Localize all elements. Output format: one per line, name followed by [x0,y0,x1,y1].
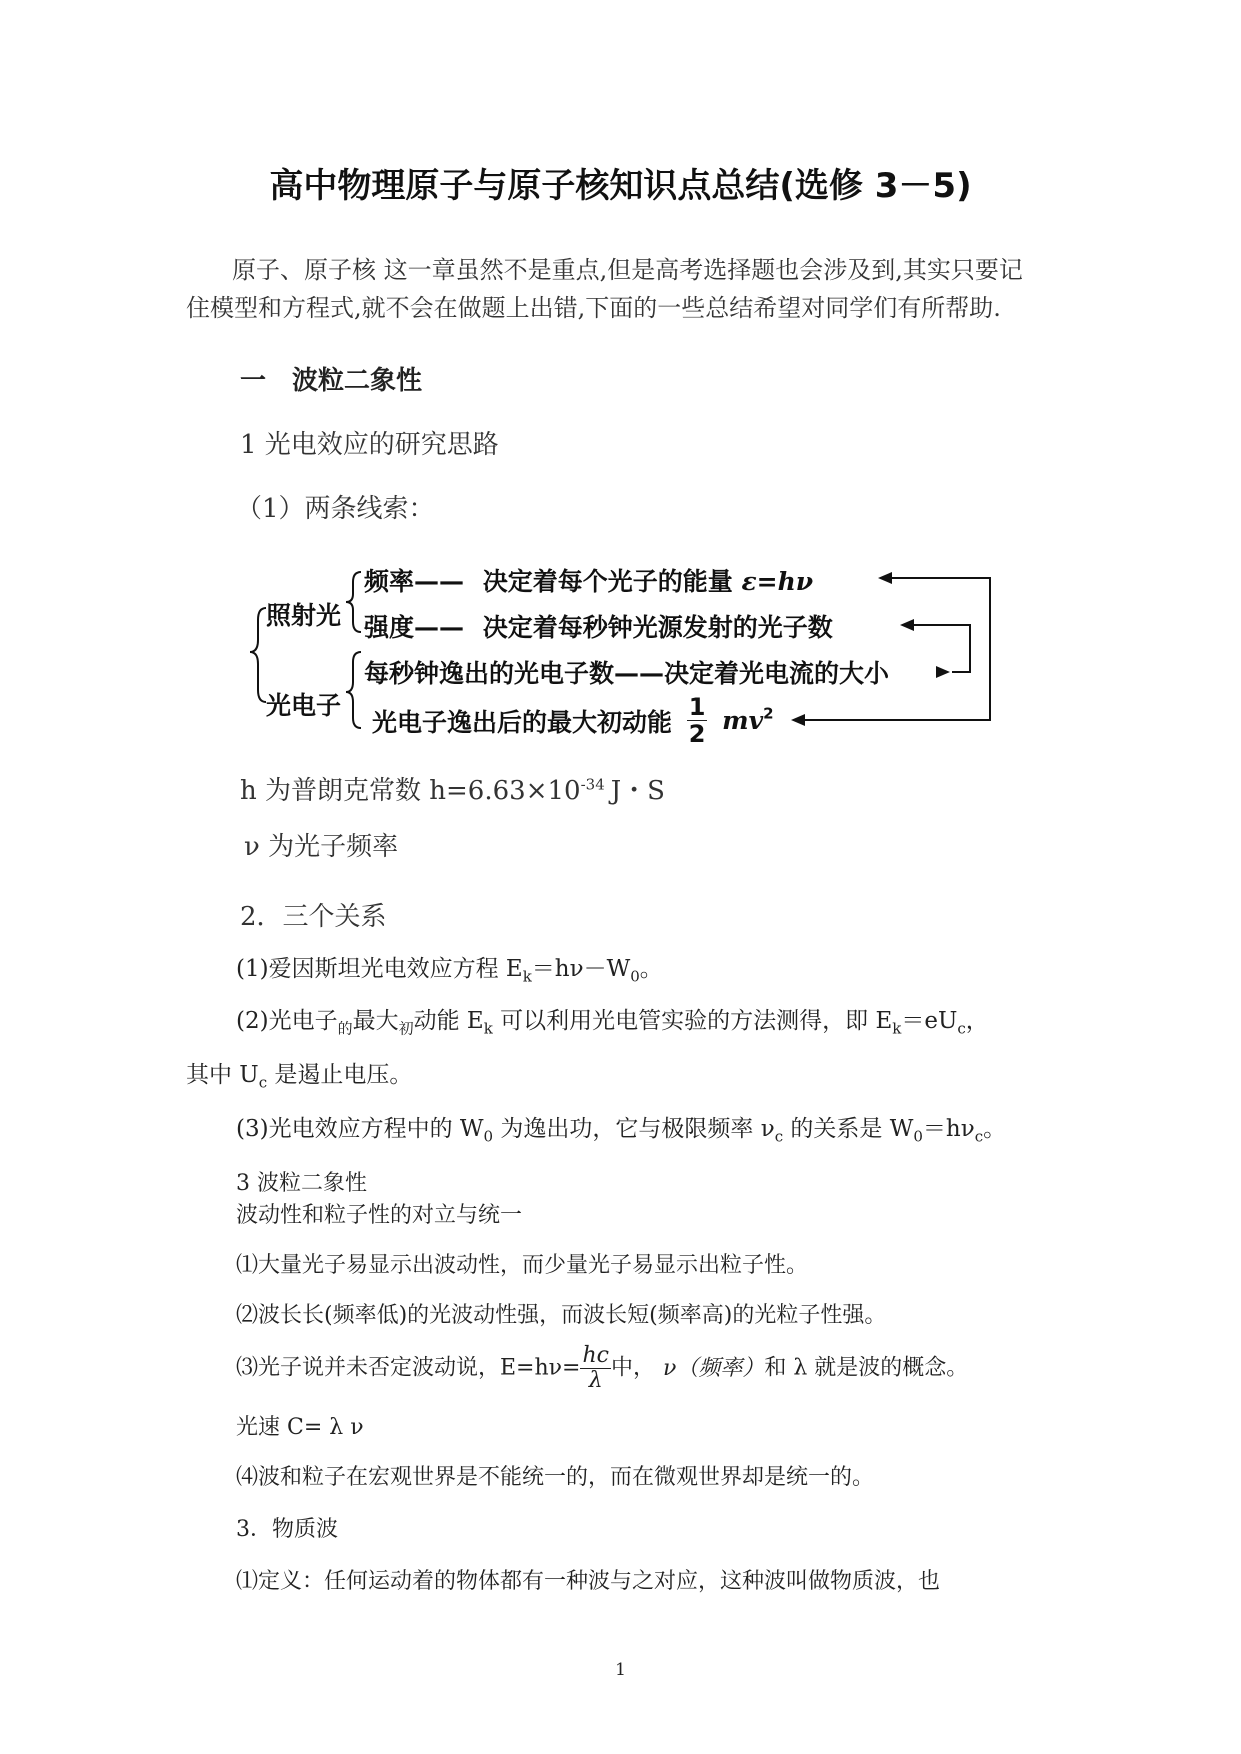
duality-point-1: ⑴大量光子易显示出波动性，而少量光子易显示出粒子性。 [236,1253,809,1278]
diagram-row-intensity [364,608,833,644]
subheading-matter-wave: 3．物质波 [236,1517,338,1542]
row1-text: 决定着每个光子的能量 [482,567,733,596]
subheading-two-clues: （1）两条线索： [236,494,435,524]
row2-text: 决定着每秒钟光源发射的光子数 [482,613,833,642]
p3-d: 和 λ 就是波的概念。 [764,1355,969,1381]
arrow-row1 [878,572,892,584]
r3-b: 为逸出功，它与极限频率 ν [493,1116,775,1142]
p3-den: λ [588,1368,603,1394]
nu-note: ν 为光子频率 [244,832,399,862]
arrow-row4 [791,714,805,726]
arrow-row3 [936,666,950,678]
row2-label: 强度—— [364,613,465,642]
subheading-three-relations: 2．三个关系 [240,902,387,932]
p3-a: ⑶光子说并未否定波动说，E=hν= [236,1355,581,1381]
row4-exp: 2 [763,704,774,723]
diagram-row-max-kinetic [372,694,774,748]
row4-fraction-den: 2 [688,720,706,749]
r1-end: 。 [639,956,663,982]
r2-c: 动能 E [413,1008,484,1034]
section-heading-wave-particle: 一 波粒二象性 [240,366,423,396]
duality-point-4: ⑷波和粒子在宏观世界是不能统一的，而在微观世界却是统一的。 [236,1465,875,1490]
r3-sub2: c [774,1127,784,1146]
relation-3 [236,1110,1006,1146]
p3-c: ν（频率） [663,1355,765,1381]
diagram-label-light: 照射光 [266,601,342,630]
row4-fraction [687,694,708,748]
r2-f: ， [965,1008,989,1034]
r2-line2-a: 其中 U [186,1062,259,1088]
subheading-photoelectric: 1 光电效应的研究思路 [240,430,499,460]
r3-c: 的关系是 W [783,1116,914,1142]
row4-text: 光电子逸出后的最大初动能 [372,707,673,737]
r2-de: 的 [337,1019,353,1038]
brace-light [346,572,361,632]
subheading-wave-particle-duality: 3 波粒二象性 [236,1171,367,1196]
r3-sub3: 0 [913,1127,923,1146]
diagram-row-electron-count: 每秒钟逸出的光电子数——决定着光电流的大小 [364,659,890,688]
arrow-row2 [900,619,914,631]
connector-intensity [904,625,970,672]
r3-d: ＝hν [922,1116,975,1142]
brace-electron [346,652,361,728]
r1-sub: k [522,967,532,986]
connector-frequency [795,578,990,720]
r2-a: (2)光电子 [236,1008,338,1034]
page-title: 高中物理原子与原子核知识点总结(选修 3－5) [269,166,972,206]
planck-constant [240,770,665,807]
r2-sub3: c [957,1019,966,1038]
row4-mv: mv [722,706,764,736]
duality-point-2: ⑵波长长(频率低)的光波动性强，而波长短(频率高)的光粒子性强。 [236,1303,887,1328]
r2-chu: 初 [398,1019,414,1038]
intro-line-2: 住模型和方程式,就不会在做题上出错,下面的一些总结希望对同学们有所帮助. [186,294,1001,322]
matter-wave-definition: ⑴定义：任何运动着的物体都有一种波与之对应，这种波叫做物质波，也 [236,1569,941,1594]
r2-line2-b: 是遏止电压。 [267,1062,413,1088]
planck-exp: -34 [580,775,605,794]
planck-prefix: h 为普朗克常数 h=6.63×10 [240,776,581,806]
r3-sub4: c [974,1127,984,1146]
relation-1 [236,950,663,986]
duality-subtitle: 波动性和粒子性的对立与统一 [236,1203,523,1228]
r1-sub2: 0 [630,967,640,986]
r1-rest: ＝hν－W [531,956,631,982]
light-speed: 光速 C= λ ν [236,1415,364,1440]
r2-d: 可以利用光电管实验的方法测得，即 E [492,1008,893,1034]
r3-e: 。 [983,1116,1007,1142]
diagram-lines [0,0,1241,760]
row1-label: 频率—— [364,567,465,596]
row4-fraction-num: 1 [688,693,706,721]
r3-a: (3)光电效应方程中的 W [236,1116,484,1142]
r2-sub: k [483,1019,493,1038]
duality-point-3 [236,1344,968,1393]
planck-suffix: J・S [610,776,665,806]
diagram-label-electron: 光电子 [266,691,342,720]
relation-2 [236,1002,989,1039]
page-number: 1 [615,1660,626,1680]
p3-fraction [580,1344,611,1393]
r2-b: 最大 [352,1008,399,1034]
p3-num: hc [582,1343,609,1368]
r3-sub: 0 [483,1127,494,1146]
relation-2-line2 [186,1056,412,1092]
r2-e: ＝eU [901,1008,958,1034]
p3-b: 中， [610,1355,655,1381]
brace-outer [250,608,266,702]
r2-sub2: k [892,1019,902,1038]
r1-text: (1)爱因斯坦光电效应方程 E [236,956,523,982]
diagram-row-frequency [364,562,813,598]
row1-formula: ε=hν [741,567,814,596]
r2-line2-sub: c [258,1073,268,1092]
intro-line-1: 原子、原子核 这一章虽然不是重点,但是高考选择题也会涉及到,其实只要记 [232,256,1023,284]
